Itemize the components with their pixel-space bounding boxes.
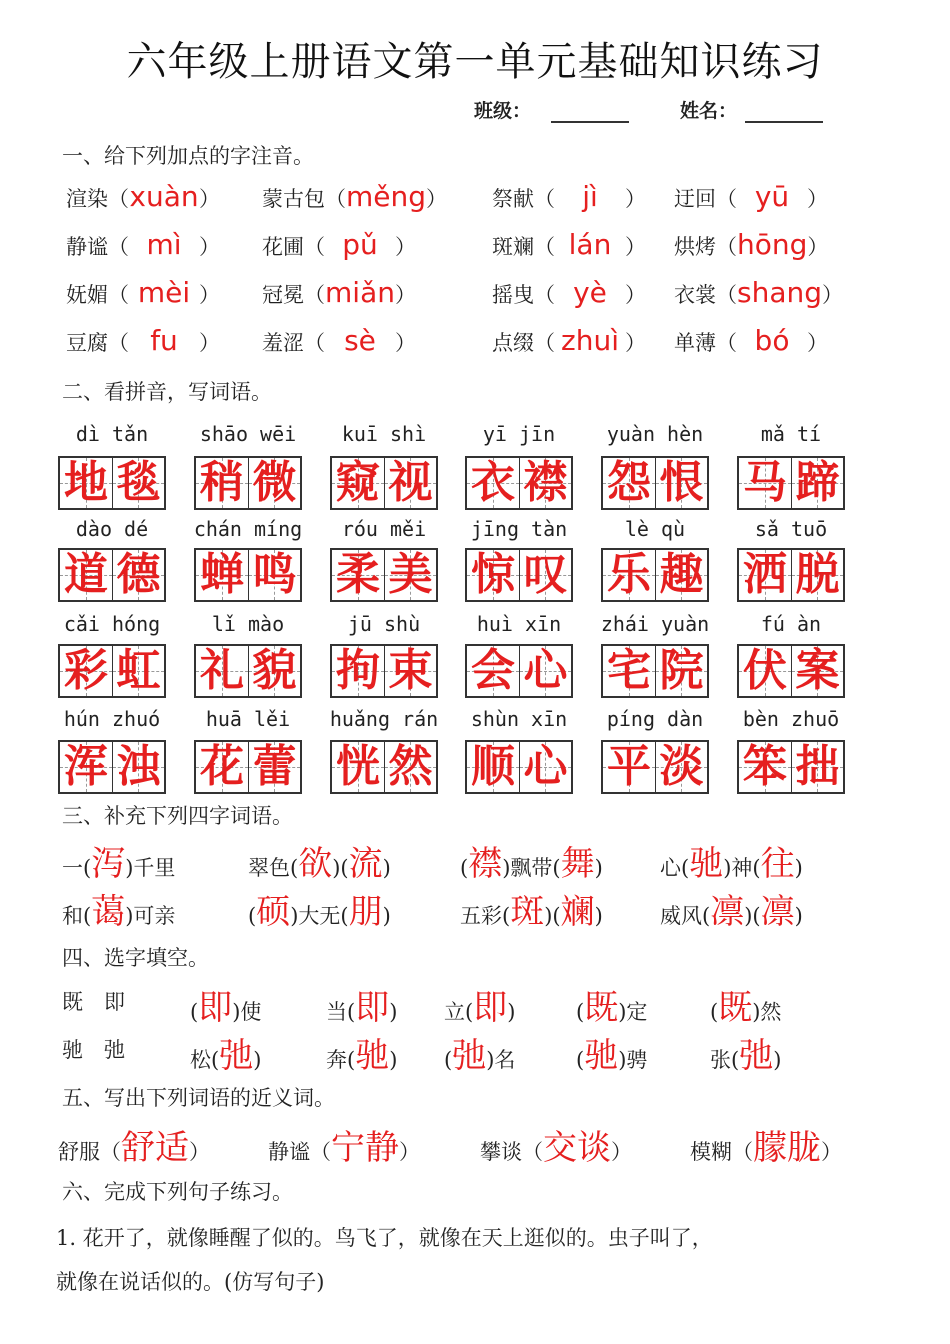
- grid-answer: 窥: [335, 457, 380, 508]
- name-blank[interactable]: [745, 103, 823, 123]
- grid-cell[interactable]: [603, 646, 655, 696]
- grid-cell[interactable]: [112, 550, 164, 600]
- synonym-answer[interactable]: 舒适: [121, 1128, 189, 1168]
- grid-cell[interactable]: [384, 550, 436, 600]
- grid-answer: 虹: [116, 645, 161, 696]
- grid-answer: 浑: [63, 741, 108, 792]
- choose-suffix: 定: [626, 1000, 648, 1024]
- grid-answer: 视: [388, 457, 433, 508]
- phonetic-item: 迂回（ yū ）: [674, 180, 828, 213]
- pinyin-label: yī jīn: [482, 422, 556, 446]
- phonetic-answer[interactable]: lán: [568, 228, 612, 261]
- choose-prefix: 立: [444, 1000, 465, 1024]
- choose-answer[interactable]: 弛: [739, 1036, 774, 1076]
- choose-prefix: 松: [190, 1048, 211, 1072]
- grid-answer: 稍: [199, 457, 244, 508]
- idiom-1: 一(泻)千里: [62, 844, 176, 884]
- grid-answer: 心: [523, 645, 568, 696]
- grid-answer: 美: [388, 549, 433, 600]
- grid-cell[interactable]: [739, 458, 791, 508]
- phonetic-answer[interactable]: hōng: [737, 228, 808, 261]
- phonetic-item: 斑斓（ lán ）: [492, 228, 646, 261]
- writing-grid[interactable]: [330, 456, 438, 510]
- choose-item: (既)然: [710, 988, 782, 1028]
- choose-suffix: 使: [240, 1000, 262, 1024]
- grid-cell[interactable]: [196, 742, 248, 792]
- writing-grid[interactable]: [601, 456, 709, 510]
- grid-cell[interactable]: [60, 742, 112, 792]
- grid-answer: 淡: [659, 741, 704, 792]
- idiom-answer[interactable]: 斑: [510, 892, 545, 932]
- grid-answer: 脱: [795, 549, 840, 600]
- pinyin-label: dì tǎn: [75, 422, 149, 446]
- grid-answer: 拙: [795, 741, 840, 792]
- grid-cell[interactable]: [655, 646, 707, 696]
- grid-cell[interactable]: [791, 742, 843, 792]
- phonetic-word: 静谧: [66, 235, 108, 259]
- grid-cell[interactable]: [196, 458, 248, 508]
- grid-cell[interactable]: [196, 646, 248, 696]
- grid-answer: 道: [63, 549, 108, 600]
- grid-answer: 洒: [742, 549, 787, 600]
- phonetic-answer[interactable]: fu: [150, 324, 178, 357]
- writing-grid[interactable]: [601, 644, 709, 698]
- choose-item: (既)定: [576, 988, 648, 1028]
- grid-answer: 叹: [523, 549, 568, 600]
- section1-heading: 一、给下列加点的字注音。: [62, 144, 314, 168]
- choose-prefix: 张: [710, 1048, 731, 1072]
- grid-answer: 惊: [470, 549, 515, 600]
- choose-suffix: 然: [760, 1000, 782, 1024]
- section6-heading: 六、完成下列句子练习。: [62, 1180, 293, 1204]
- sentence-line-2: 就像在说话似的。(仿写句子): [56, 1270, 325, 1294]
- phonetic-item: 静谧（ mì ）: [66, 228, 220, 261]
- pinyin-label: cǎi hóng: [63, 612, 161, 636]
- name-label: 姓名：: [680, 100, 738, 122]
- pinyin-label: píng dàn: [606, 707, 704, 731]
- writing-grid[interactable]: [737, 456, 845, 510]
- grid-cell[interactable]: [112, 646, 164, 696]
- grid-answer: 趣: [659, 549, 704, 600]
- grid-cell[interactable]: [248, 458, 300, 508]
- writing-grid[interactable]: [601, 548, 709, 602]
- writing-grid[interactable]: [194, 740, 302, 794]
- grid-answer: 然: [388, 741, 433, 792]
- grid-cell[interactable]: [112, 742, 164, 792]
- pinyin-label: shùn xīn: [470, 707, 568, 731]
- idiom-2: 翠色(欲)(流): [248, 844, 391, 884]
- sentence-prompt: [56, 1216, 896, 1304]
- grid-answer: 德: [116, 549, 161, 600]
- choose-answer[interactable]: 驰: [355, 1036, 390, 1076]
- class-field: [474, 96, 629, 123]
- option-set-1: 既 即: [62, 990, 125, 1014]
- writing-grid[interactable]: [465, 644, 573, 698]
- grid-answer: 微: [252, 457, 297, 508]
- grid-answer: 貌: [252, 645, 297, 696]
- grid-cell[interactable]: [332, 458, 384, 508]
- grid-answer: 地: [63, 457, 108, 508]
- pinyin-label: hún zhuó: [63, 707, 161, 731]
- grid-answer: 马: [742, 457, 787, 508]
- phonetic-word: 迂回: [674, 187, 716, 211]
- grid-cell[interactable]: [519, 646, 571, 696]
- pinyin-label: chán míng: [193, 517, 303, 541]
- idiom-answer[interactable]: 流: [348, 844, 383, 884]
- writing-grid[interactable]: [465, 740, 573, 794]
- pinyin-label: bèn zhuō: [742, 707, 840, 731]
- writing-grid[interactable]: [330, 740, 438, 794]
- grid-answer: 束: [388, 645, 433, 696]
- writing-grid[interactable]: [194, 644, 302, 698]
- grid-answer: 案: [795, 645, 840, 696]
- phonetic-word: 斑斓: [492, 235, 534, 259]
- synonym-word: 静谧: [268, 1140, 310, 1164]
- phonetic-item: 豆腐（ fu ）: [66, 324, 220, 357]
- phonetic-word: 祭献: [492, 187, 534, 211]
- grid-answer: 蕾: [252, 741, 297, 792]
- idiom-answer[interactable]: 朋: [348, 892, 383, 932]
- grid-cell[interactable]: [739, 742, 791, 792]
- pinyin-label: sǎ tuō: [754, 517, 828, 541]
- sentence-line-1: 1. 花开了，就像睡醒了似的。鸟飞了，就像在天上逛似的。虫子叫了，: [56, 1226, 713, 1250]
- writing-grid[interactable]: [194, 456, 302, 510]
- grid-cell[interactable]: [791, 550, 843, 600]
- phonetic-answer[interactable]: sè: [344, 324, 376, 357]
- choose-item: 张(弛): [710, 1036, 782, 1076]
- pinyin-label: mǎ tí: [760, 422, 822, 446]
- phonetic-item: 单薄（ bó ）: [674, 324, 828, 357]
- phonetic-item: 妩媚（ mèi ）: [66, 276, 220, 309]
- grid-cell[interactable]: [112, 458, 164, 508]
- phonetic-word: 花圃: [262, 235, 304, 259]
- grid-cell[interactable]: [60, 458, 112, 508]
- grid-cell[interactable]: [467, 646, 519, 696]
- writing-grid[interactable]: [737, 644, 845, 698]
- pinyin-label: huā lěi: [205, 707, 291, 731]
- grid-cell[interactable]: [739, 550, 791, 600]
- grid-cell[interactable]: [519, 742, 571, 792]
- grid-answer: 蹄: [795, 457, 840, 508]
- section2-heading: 二、看拼音，写词语。: [62, 380, 272, 404]
- phonetic-item: 点缀（ zhuì ）: [492, 324, 646, 357]
- pinyin-label: jū shù: [347, 612, 421, 636]
- pinyin-label: jīng tàn: [470, 517, 568, 541]
- writing-grid[interactable]: [58, 548, 166, 602]
- phonetic-word: 冠冕: [262, 283, 304, 307]
- section3-heading: 三、补充下列四字词语。: [62, 804, 293, 828]
- synonym-item: 攀谈（交谈）: [480, 1128, 632, 1168]
- pinyin-label: fú àn: [760, 612, 822, 636]
- synonym-item: 舒服（舒适）: [58, 1128, 210, 1168]
- phonetic-answer[interactable]: yè: [573, 276, 607, 309]
- phonetic-item: 羞涩（ sè ）: [262, 324, 416, 357]
- grid-cell[interactable]: [791, 646, 843, 696]
- grid-answer: 浊: [116, 741, 161, 792]
- pinyin-label: kuī shì: [341, 422, 427, 446]
- phonetic-answer[interactable]: mì: [146, 228, 182, 261]
- writing-grid[interactable]: [58, 456, 166, 510]
- writing-grid[interactable]: [58, 740, 166, 794]
- phonetic-word: 摇曳: [492, 283, 534, 307]
- choose-item: 立(即): [444, 988, 516, 1028]
- idiom-answer[interactable]: 欲: [298, 844, 333, 884]
- phonetic-item: 烘烤（hōng）: [674, 228, 829, 261]
- idiom-4: 心(驰)神(往): [660, 844, 803, 884]
- writing-grid[interactable]: [601, 740, 709, 794]
- synonym-answer[interactable]: 朦胧: [753, 1128, 821, 1168]
- phonetic-answer[interactable]: měng: [346, 180, 427, 213]
- option-set-2: 驰 弛: [62, 1038, 125, 1062]
- grid-answer: 拘: [335, 645, 380, 696]
- choose-answer[interactable]: 驰: [584, 1036, 619, 1076]
- phonetic-answer[interactable]: yū: [754, 180, 790, 213]
- choose-item: 奔(驰): [326, 1036, 398, 1076]
- grid-cell[interactable]: [248, 742, 300, 792]
- writing-grid[interactable]: [58, 644, 166, 698]
- grid-cell[interactable]: [603, 458, 655, 508]
- choose-answer[interactable]: 既: [584, 988, 619, 1028]
- grid-cell[interactable]: [655, 458, 707, 508]
- pinyin-label: huì xīn: [476, 612, 562, 636]
- idiom-5: 和(蔼)可亲: [62, 892, 176, 932]
- pinyin-label: huǎng rán: [329, 707, 439, 731]
- writing-grid[interactable]: [194, 548, 302, 602]
- grid-cell[interactable]: [196, 550, 248, 600]
- phonetic-answer[interactable]: miǎn: [325, 276, 395, 309]
- idiom-answer[interactable]: 凛: [760, 892, 795, 932]
- idiom-answer[interactable]: 驰: [689, 844, 724, 884]
- grid-cell[interactable]: [384, 458, 436, 508]
- idiom-answer[interactable]: 襟: [468, 844, 503, 884]
- writing-grid[interactable]: [465, 548, 573, 602]
- grid-cell[interactable]: [519, 458, 571, 508]
- pinyin-label: dào dé: [75, 517, 149, 541]
- phonetic-word: 渲染: [66, 187, 108, 211]
- synonym-item: 静谧（宁静）: [268, 1128, 420, 1168]
- phonetic-item: 衣裳（shang）: [674, 276, 844, 309]
- phonetic-item: 摇曳（ yè ）: [492, 276, 646, 309]
- idiom-answer[interactable]: 斓: [560, 892, 595, 932]
- grid-answer: 笨: [742, 741, 787, 792]
- synonym-answer[interactable]: 交谈: [543, 1128, 611, 1168]
- idiom-answer[interactable]: 蔼: [91, 892, 126, 932]
- phonetic-answer[interactable]: jì: [582, 180, 598, 213]
- grid-answer: 怨: [606, 457, 651, 508]
- idiom-6: (硕)大无(朋): [248, 892, 391, 932]
- idiom-answer[interactable]: 舞: [560, 844, 595, 884]
- name-field: [680, 96, 823, 123]
- pinyin-label: lè qù: [624, 517, 686, 541]
- pinyin-label: róu měi: [341, 517, 427, 541]
- grid-cell[interactable]: [603, 742, 655, 792]
- choose-prefix: 奔: [326, 1048, 347, 1072]
- grid-answer: 礼: [199, 645, 244, 696]
- grid-answer: 宅: [606, 645, 651, 696]
- phonetic-item: 冠冕（miǎn）: [262, 276, 416, 309]
- synonym-word: 攀谈: [480, 1140, 522, 1164]
- grid-cell[interactable]: [467, 458, 519, 508]
- phonetic-item: 花圃（ pǔ ）: [262, 228, 416, 261]
- grid-answer: 衣: [470, 457, 515, 508]
- grid-cell[interactable]: [791, 458, 843, 508]
- choose-item: (即)使: [190, 988, 262, 1028]
- choose-answer[interactable]: 既: [718, 988, 753, 1028]
- grid-cell[interactable]: [519, 550, 571, 600]
- idiom-answer[interactable]: 往: [760, 844, 795, 884]
- choose-item: 松(弛): [190, 1036, 262, 1076]
- phonetic-word: 点缀: [492, 331, 534, 355]
- grid-cell[interactable]: [248, 646, 300, 696]
- grid-answer: 恍: [335, 741, 380, 792]
- section5-heading: 五、写出下列词语的近义词。: [62, 1086, 335, 1110]
- grid-cell[interactable]: [332, 550, 384, 600]
- choose-item: 当(即): [326, 988, 398, 1028]
- synonym-word: 舒服: [58, 1140, 100, 1164]
- phonetic-word: 单薄: [674, 331, 716, 355]
- phonetic-answer[interactable]: xuàn: [129, 180, 199, 213]
- writing-grid[interactable]: [737, 548, 845, 602]
- grid-answer: 平: [606, 741, 651, 792]
- grid-cell[interactable]: [603, 550, 655, 600]
- phonetic-item: 蒙古包（měng）: [262, 180, 448, 213]
- grid-answer: 花: [199, 741, 244, 792]
- idiom-7: 五彩(斑)(斓): [460, 892, 603, 932]
- grid-answer: 柔: [335, 549, 380, 600]
- choose-prefix: 当: [326, 1000, 347, 1024]
- pinyin-label: shāo wēi: [199, 422, 297, 446]
- phonetic-word: 衣裳: [674, 283, 716, 307]
- grid-answer: 会: [470, 645, 515, 696]
- choose-suffix: 名: [494, 1048, 516, 1072]
- grid-answer: 襟: [523, 457, 568, 508]
- choose-suffix: 骋: [626, 1048, 648, 1072]
- phonetic-word: 豆腐: [66, 331, 108, 355]
- grid-cell[interactable]: [248, 550, 300, 600]
- phonetic-answer[interactable]: bó: [754, 324, 790, 357]
- phonetic-word: 蒙古包: [262, 187, 325, 211]
- phonetic-answer[interactable]: shang: [737, 276, 823, 309]
- grid-answer: 乐: [606, 549, 651, 600]
- synonym-item: 模糊（朦胧）: [690, 1128, 842, 1168]
- grid-cell[interactable]: [655, 550, 707, 600]
- grid-cell[interactable]: [467, 550, 519, 600]
- class-blank[interactable]: [551, 103, 629, 123]
- phonetic-word: 羞涩: [262, 331, 304, 355]
- choose-answer[interactable]: 弛: [219, 1036, 254, 1076]
- grid-cell[interactable]: [739, 646, 791, 696]
- grid-answer: 心: [523, 741, 568, 792]
- phonetic-item: 祭献（ jì ）: [492, 180, 646, 213]
- writing-grid[interactable]: [465, 456, 573, 510]
- phonetic-answer[interactable]: zhuì: [561, 324, 619, 357]
- grid-answer: 恨: [659, 457, 704, 508]
- grid-answer: 蝉: [199, 549, 244, 600]
- writing-grid[interactable]: [737, 740, 845, 794]
- idiom-answer[interactable]: 硕: [256, 892, 291, 932]
- choose-answer[interactable]: 即: [355, 988, 390, 1028]
- pinyin-label: yuàn hèn: [606, 422, 704, 446]
- grid-cell[interactable]: [655, 742, 707, 792]
- grid-cell[interactable]: [384, 646, 436, 696]
- writing-grid[interactable]: [330, 644, 438, 698]
- phonetic-answer[interactable]: pǔ: [342, 228, 378, 261]
- grid-answer: 院: [659, 645, 704, 696]
- phonetic-answer[interactable]: mèi: [137, 276, 191, 309]
- grid-cell[interactable]: [60, 646, 112, 696]
- grid-answer: 鸣: [252, 549, 297, 600]
- grid-cell[interactable]: [467, 742, 519, 792]
- phonetic-item: 渲染（xuàn）: [66, 180, 220, 213]
- synonym-answer[interactable]: 宁静: [331, 1128, 399, 1168]
- pinyin-label: zhái yuàn: [600, 612, 710, 636]
- choose-answer[interactable]: 弛: [452, 1036, 487, 1076]
- grid-cell[interactable]: [332, 646, 384, 696]
- grid-answer: 顺: [470, 741, 515, 792]
- grid-cell[interactable]: [384, 742, 436, 792]
- grid-cell[interactable]: [332, 742, 384, 792]
- class-label: 班级：: [474, 100, 532, 122]
- page-title: 六年级上册语文第一单元基础知识练习: [126, 39, 824, 85]
- idiom-answer[interactable]: 凛: [710, 892, 745, 932]
- grid-answer: 伏: [742, 645, 787, 696]
- choose-answer[interactable]: 即: [198, 988, 233, 1028]
- section4-heading: 四、选字填空。: [62, 946, 209, 970]
- grid-answer: 彩: [63, 645, 108, 696]
- synonym-word: 模糊: [690, 1140, 732, 1164]
- phonetic-word: 烘烤: [674, 235, 716, 259]
- grid-cell[interactable]: [60, 550, 112, 600]
- choose-item: (弛)名: [444, 1036, 516, 1076]
- idiom-8: 威风(凛)(凛): [660, 892, 803, 932]
- idiom-answer[interactable]: 泻: [91, 844, 126, 884]
- pinyin-label: lǐ mào: [211, 612, 285, 636]
- phonetic-word: 妩媚: [66, 283, 108, 307]
- choose-item: (驰)骋: [576, 1036, 648, 1076]
- writing-grid[interactable]: [330, 548, 438, 602]
- grid-answer: 毯: [116, 457, 161, 508]
- idiom-3: (襟)飘带(舞): [460, 844, 603, 884]
- choose-answer[interactable]: 即: [473, 988, 508, 1028]
